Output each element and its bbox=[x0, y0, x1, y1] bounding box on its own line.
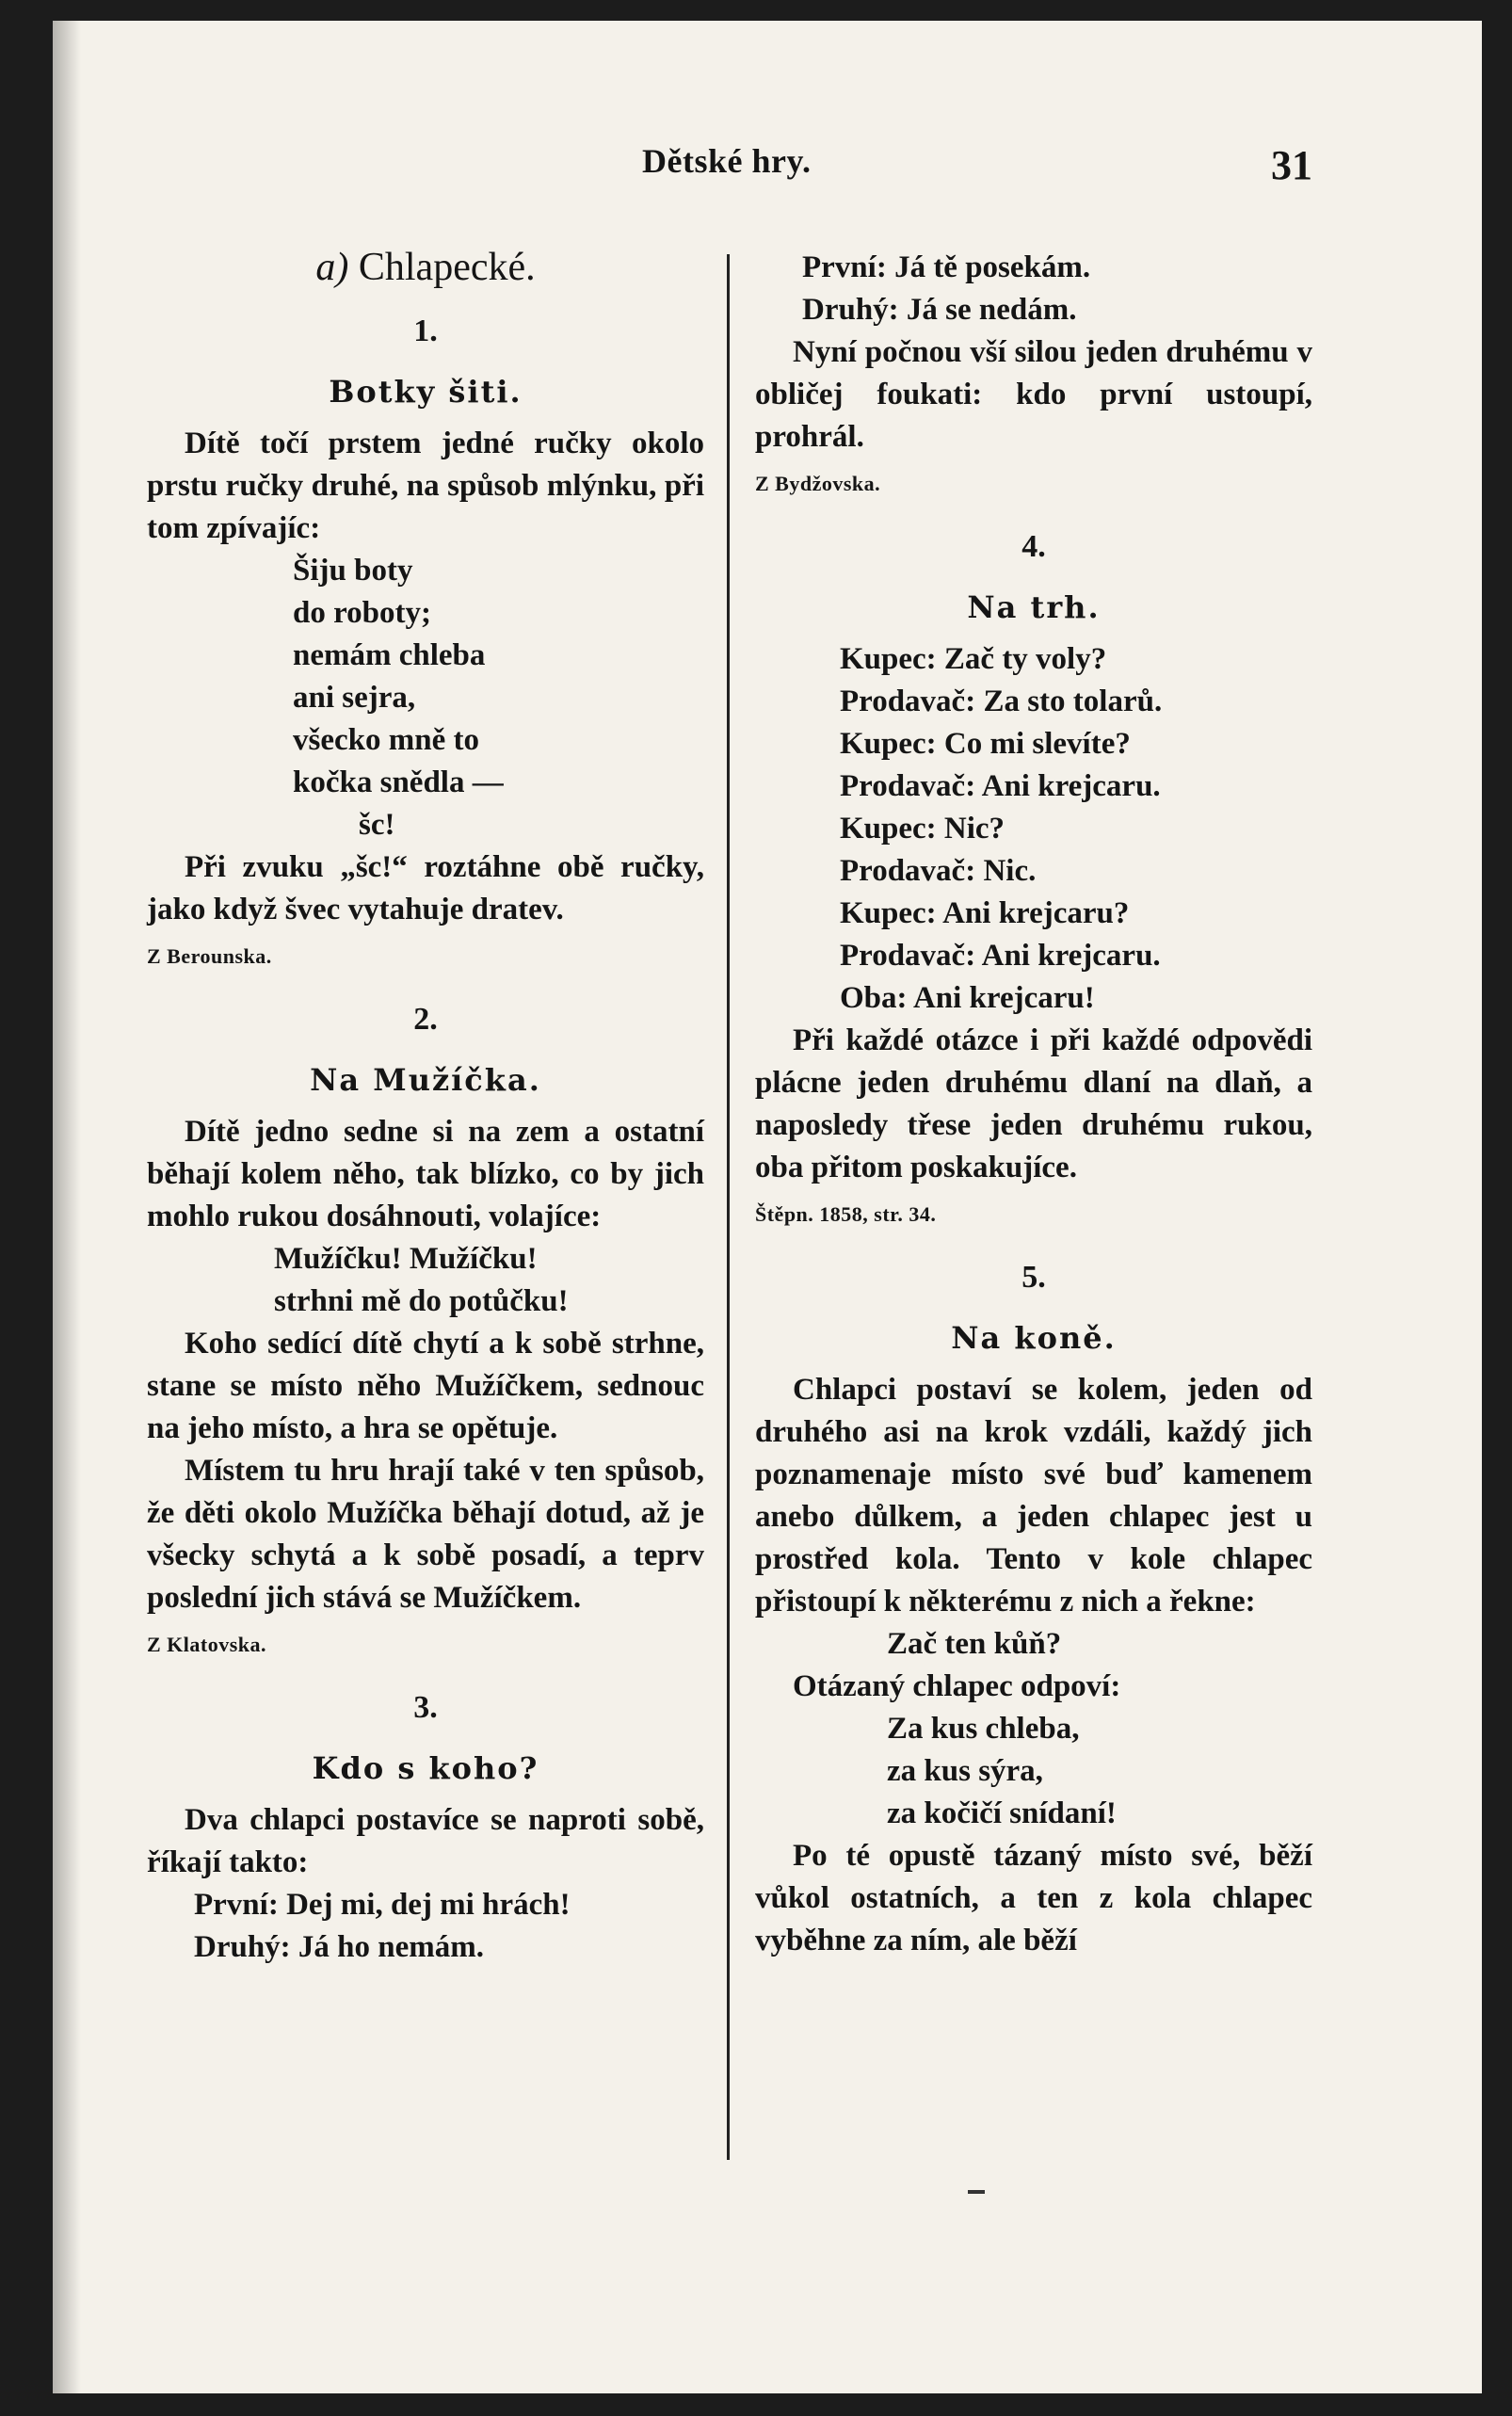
page-number: 31 bbox=[1271, 142, 1312, 188]
game-3-source: Z Bydžovska. bbox=[755, 472, 881, 495]
game-5-after: Po té opustě tázaný místo své, běží vůkol ostatních, a ten z kola chlapec vyběhne za ním, ale běží bbox=[755, 1839, 1312, 1957]
section-title: Chlapecké. bbox=[358, 246, 536, 289]
left-column bbox=[147, 247, 704, 1969]
dialog-line: První: Já tě posekám. bbox=[802, 250, 1091, 284]
verse-line: šc! bbox=[359, 808, 395, 842]
game-5-title: Na koně. bbox=[951, 1320, 1117, 1356]
right-column bbox=[755, 247, 1312, 1962]
verse-line: Za kus chleba, bbox=[887, 1712, 1080, 1746]
verse-line: Zač ten kůň? bbox=[887, 1627, 1062, 1661]
game-2-verse bbox=[147, 1238, 704, 1323]
column-divider bbox=[727, 254, 730, 2160]
game-3-number: 3. bbox=[413, 1690, 438, 1725]
dialog-line: Prodavač: Za sto tolarů. bbox=[840, 685, 1163, 718]
game-1-after: Při zvuku „šc!“ roztáhne obě ručky, jako když švec vytahuje dratev. bbox=[147, 850, 704, 926]
verse-line: strhni mě do potůčku! bbox=[274, 1284, 569, 1318]
dialog-line: Kupec: Zač ty voly? bbox=[840, 642, 1107, 676]
game-5-number: 5. bbox=[1021, 1260, 1046, 1295]
dialog-line: Kupec: Ani krejcaru? bbox=[840, 896, 1130, 930]
dialog-line: Kupec: Co mi slevíte? bbox=[840, 727, 1131, 761]
book-page bbox=[53, 21, 1482, 2393]
game-5-verse bbox=[755, 1708, 1312, 1835]
game-1-title: Botky šiti. bbox=[329, 374, 523, 410]
game-1-source: Z Berounska. bbox=[147, 944, 272, 968]
game-2-number: 2. bbox=[413, 1002, 438, 1037]
dialog-line: Prodavač: Ani krejcaru. bbox=[840, 769, 1161, 803]
section-heading bbox=[147, 247, 704, 289]
game-1-number: 1. bbox=[413, 314, 438, 348]
dialog-line: Druhý: Já ho nemám. bbox=[194, 1930, 485, 1964]
game-4-title: Na trh. bbox=[967, 589, 1101, 625]
game-4-source: Štěpn. 1858, str. 34. bbox=[755, 1202, 937, 1226]
dialog-line: Kupec: Nic? bbox=[840, 812, 1005, 846]
dialog-line: Prodavač: Ani krejcaru. bbox=[840, 939, 1161, 973]
game-2-intro: Dítě jedno sedne si na zem a ostatní běhají kolem něho, tak blízko, co by jich mohlo rukou dosáhnouti, volajíce: bbox=[147, 1115, 704, 1233]
game-4-number: 4. bbox=[1021, 529, 1046, 564]
verse-line: nemám chleba bbox=[293, 638, 486, 672]
verse-line: Šiju boty bbox=[293, 554, 413, 588]
game-4-after: Při každé otázce i při každé odpovědi plácne jeden druhému dlaní na dlaň, a naposledy třese jeden druhému rukou, oba přitom poskakujíce. bbox=[755, 1023, 1312, 1184]
section-label: a) bbox=[315, 246, 349, 289]
verse-line: do roboty; bbox=[293, 596, 431, 630]
verse-line: Mužíčku! Mužíčku! bbox=[274, 1242, 538, 1276]
game-5-intro: Chlapci postaví se kolem, jeden od druhého asi na krok vzdáli, každý jich poznamenaje místo své buď kamenem anebo důlkem, a jeden chlapec jest u prostřed kola. Tento v kole chlapec přistoupí k některému z nich a řekne: bbox=[755, 1373, 1312, 1619]
page-edge-shadow bbox=[53, 21, 81, 2393]
game-2-paragraph-2: Místem tu hru hrají také v ten spůsob, že děti okolo Mužíčka běhají dotud, až je všecky schytá a k sobě posadí, a teprv poslední jich stává se Mužíčkem. bbox=[147, 1454, 704, 1615]
game-2-source: Z Klatovska. bbox=[147, 1633, 267, 1656]
game-3-intro: Dva chlapci postavíce se naproti sobě, říkají takto: bbox=[147, 1803, 704, 1879]
game-3-after: Nyní počnou vší silou jeden druhému v obličej foukati: kdo první ustoupí, prohrál. bbox=[755, 335, 1312, 454]
game-1-intro: Dítě točí prstem jedné ručky okolo prstu ručky druhé, na spůsob mlýnku, při tom zpívajíc: bbox=[147, 427, 704, 545]
page-header bbox=[53, 21, 1482, 209]
game-4-dialog bbox=[755, 638, 1312, 1020]
verse-line: ani sejra, bbox=[293, 681, 416, 715]
game-2-paragraph-1: Koho sedící dítě chytí a k sobě strhne, stane se místo něho Mužíčkem, sednouc na jeho místo, a hra se opětuje. bbox=[147, 1327, 704, 1445]
game-3-dialog bbox=[147, 1884, 704, 1969]
verse-line: za kočičí snídaní! bbox=[887, 1796, 1117, 1830]
game-5-mid: Otázaný chlapec odpoví: bbox=[793, 1669, 1121, 1703]
running-head: Dětské hry. bbox=[642, 142, 812, 180]
verse-line: kočka snědla — bbox=[293, 765, 504, 799]
dialog-line: První: Dej mi, dej mi hrách! bbox=[194, 1888, 571, 1922]
verse-line: všecko mně to bbox=[293, 723, 479, 757]
dialog-line: Oba: Ani krejcaru! bbox=[840, 981, 1095, 1015]
game-2-title: Na Mužíčka. bbox=[310, 1062, 541, 1098]
catchword-mark bbox=[968, 2190, 985, 2194]
game-3-dialog-continued bbox=[755, 247, 1312, 331]
game-1-verse bbox=[147, 550, 704, 846]
game-5-question bbox=[755, 1623, 1312, 1666]
dialog-line: Druhý: Já se nedám. bbox=[802, 293, 1077, 327]
verse-line: za kus sýra, bbox=[887, 1754, 1043, 1788]
dialog-line: Prodavač: Nic. bbox=[840, 854, 1037, 888]
game-3-title: Kdo s koho? bbox=[312, 1750, 539, 1786]
